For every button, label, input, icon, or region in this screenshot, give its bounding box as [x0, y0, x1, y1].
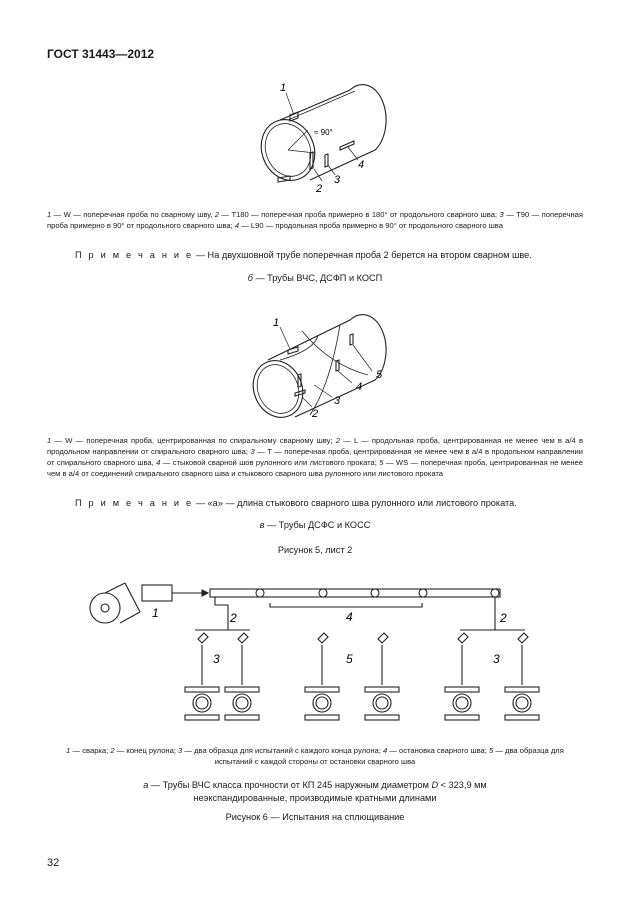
- legend-b-5: 5 — WS — поперечная проба, центрированная не менее чем в a/4 от соединений спирального сварного шва и стыкового сварного шва рулонного или листового проката: [47, 458, 583, 478]
- figure6-caption: Рисунок 6 — Испытания на сплющивание: [225, 812, 405, 822]
- legend-figure-6: [47, 745, 583, 767]
- document-header: ГОСТ 31443—2012: [47, 47, 155, 61]
- flattening-test-diagram: [80, 575, 550, 735]
- legend-a-3: 3 — T90 — поперечная проба примерно в 90° от продольного сварного шва;: [47, 210, 583, 230]
- label-3: 3: [334, 174, 341, 186]
- label-1: 1: [152, 606, 159, 620]
- legend-6-3: 3 — два образца для испытаний с каждого конца рулона;: [178, 746, 383, 755]
- label-1: 1: [280, 82, 287, 94]
- label-3-right: 3: [493, 652, 500, 666]
- legend-b-2: 2 — L — продольная проба, центрированная не менее чем в a/4 в продольном направлении от спирального сварного шва;: [47, 436, 583, 456]
- label-5: 5: [346, 652, 353, 666]
- note-a: П р и м е ч а н и е — На двухшовной трубе поперечная проба 2 берется на втором сварном шве.: [75, 250, 532, 260]
- legend-6-2: 2 — конец рулона;: [110, 746, 179, 755]
- legend-a-1: 1 — W — поперечная проба по сварному шву,: [47, 210, 215, 219]
- legend-b-4: 4 — стыковой сварной шов рулонного или листового проката;: [156, 458, 380, 467]
- label-4: 4: [346, 610, 353, 624]
- legend-6-1: 1 — сварка;: [66, 746, 111, 755]
- label-4: 4: [356, 381, 363, 393]
- caption-a-figure-6: а — Трубы ВЧС класса прочности от КП 245 наружным диаметром D < 323,9 мм неэкспандированные, производимые кратными длинами: [143, 780, 487, 803]
- label-3-left: 3: [213, 652, 220, 666]
- label-5: 5: [376, 369, 383, 381]
- label-3: 3: [334, 395, 341, 407]
- caption-b: б — Трубы ВЧС, ДСФП и КОСП: [247, 273, 383, 283]
- figure5-caption: Рисунок 5, лист 2: [277, 545, 353, 555]
- page-number: 32: [47, 857, 60, 869]
- legend-b-1: 1 — W — поперечная проба, центрированная по спиральному сварному шву;: [47, 436, 336, 445]
- legend-a-2: 2 — T180 — поперечная проба примерно в 180° от продольного сварного шва;: [214, 210, 500, 219]
- legend-6-5: 5 — два образца для испытаний с каждой стороны от остановки сварного шва: [214, 746, 564, 766]
- pipe-diagram-spiral: [240, 305, 430, 425]
- note-b: П р и м е ч а н и е — «a» — длина стыкового сварного шва рулонного или листового проката.: [75, 498, 517, 508]
- legend-figure-b: [47, 435, 583, 479]
- label-2: 2: [316, 183, 323, 195]
- label-2-right: 2: [500, 611, 507, 625]
- legend-6-4: 4 — остановка сварного шва;: [382, 746, 489, 755]
- angle-label: ≈ 90°: [314, 128, 333, 137]
- legend-b-3: 3 — T — поперечная проба, центрированная не менее чем в a/4 в продольном направлении от спирального сварного шва,: [47, 447, 583, 467]
- legend-a-4: 4 — L90 — продольная проба примерно в 90° от продольного сварного шва: [234, 221, 503, 230]
- caption-v: в — Трубы ДСФС и КОСС: [259, 520, 371, 530]
- label-1: 1: [273, 317, 280, 329]
- label-2-left: 2: [230, 611, 237, 625]
- label-4: 4: [358, 159, 365, 171]
- pipe-diagram-longitudinal: [240, 75, 430, 195]
- legend-figure-a: [47, 209, 583, 231]
- label-2: 2: [312, 408, 319, 420]
